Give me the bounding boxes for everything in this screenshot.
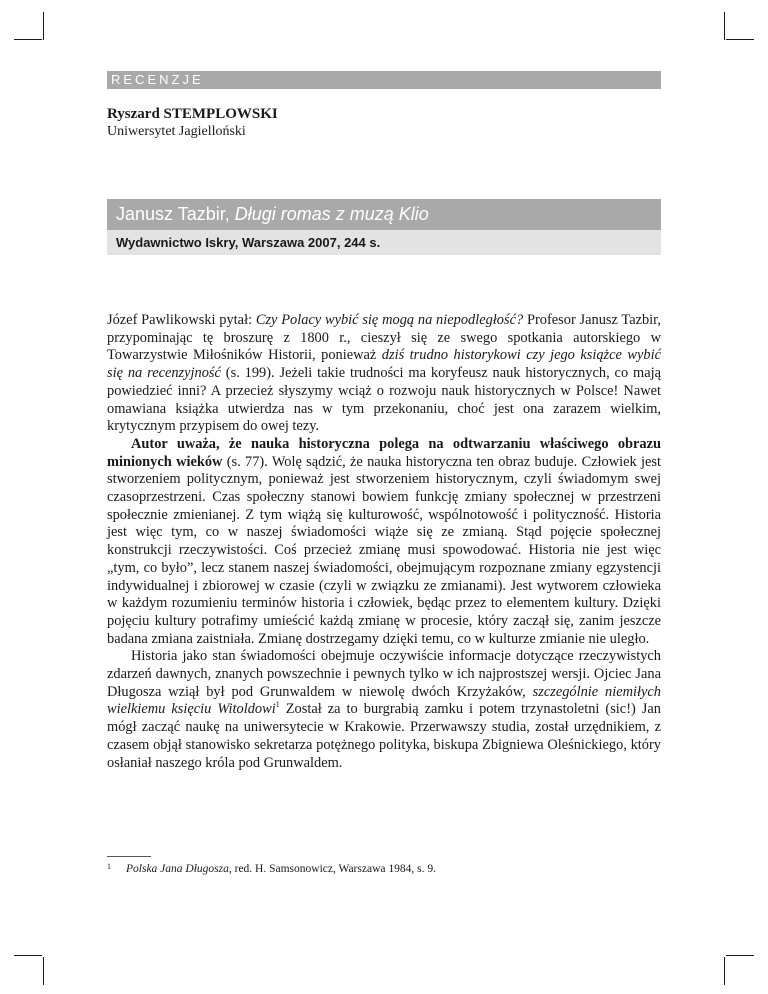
book-heading [116,204,429,225]
section-label: RECENZJE [111,72,204,87]
crop-mark [43,957,44,985]
bold-quote: Autor uważa, że nauka historyczna polega na odtwarzaniu właściwego obrazu minionych wieków [107,435,661,470]
paragraph [107,648,661,772]
footnote-rest: , red. H. Samsonowicz, Warszawa 1984, s. 9. [228,863,436,875]
crop-mark [43,12,44,40]
text-run: Historia jako stan świadomości obejmuje oczywiście informacje dotyczące rzeczywistych zdarzeń dawnych, znanych powszechnie i pewnych tylko w ich najprostszej wersji. Ojciec Jana Długosza wziął był pod Grunwaldem w niewolę dwóch Krzyżaków, [107,648,661,700]
text-run: Został za to burgrabią zamku i potem trzynastoletni (sic!) Jan mógł zacząć naukę na uniwersytecie w Krakowie. Przerwawszy studia, został urzędnikiem, z czasem objął stanowisko sekretarza potężnego polityka, biskupa Zbigniewa Oleśnickiego, który osłaniał naszego króla pod Grunwaldem. [107,701,661,771]
footnote-title: Polska Jana Długosza [126,863,229,875]
crop-mark [14,955,42,956]
author-name: Ryszard STEMPLOWSKI [107,106,278,122]
paragraph [107,436,661,648]
publication-info: Wydawnictwo Iskry, Warszawa 2007, 244 s. [116,235,381,250]
crop-mark [726,955,754,956]
publication-band [107,230,661,255]
footnote-number: 1 [107,862,111,871]
crop-mark [726,39,754,40]
article-body [107,312,661,772]
author-affiliation: Uniwersytet Jagielloński [107,124,246,139]
text-run: Profesor Janusz Tazbir, przypominając tę broszurę z 1800 r., cieszył się ze swego spotkania autorskiego w Towarzystwie Miłośników Historii, ponieważ [107,312,661,364]
italic-quote: dziś trudno historykowi czy jego książce wybić się na recenzyjność [107,347,661,382]
italic-quote: szczególnie niemiłych wielkiemu księciu Witoldowi [107,683,661,718]
footnote-marker: 1 [275,700,280,710]
crop-mark [724,957,725,985]
book-title-band [107,199,661,230]
text-run: (s. 77). Wolę sądzić, że nauka historyczna ten obraz buduje. Człowiek jest stworzeniem politycznym, ponieważ jest stworzeniem historycznym, czyli świadomym swej czasoprzestrzeni. Czas społeczny stanowi bowiem funkcję zmiany społecznej w przestrzeni społecznie zmienianej. Z tym wiążą się kulturowość, wspólnotowość i polityczność. Historia jest więc tym, co w naszej świadomości wiąże się ze zmianą. Stąd pojęcie społecznej konstrukcji rzeczywistości. Coś przecież zmianę musi spowodować. Historia nie jest więc „tym, co było”, lecz stanem naszej świadomości, obejmującym rozpoznane zmiany egzystencji indywidualnej i zbiorowej w czasie (czyli w związku ze zmianami). Jest wytworem człowieka w każdym rozumieniu terminów historia i człowiek, będąc przez to elementem kultury. Dzięki pojęciu kultury potrafimy umieścić każdą zmianę w procesie, który zaczął się, zanim jeszcze badana zmiana zaistniała. Zmianę dostrzegamy dzięki temu, co w kulturze zmianie nie uległo. [107,453,661,647]
footnote-text [126,862,436,876]
section-header [107,71,661,89]
crop-mark [14,39,42,40]
italic-quote: Czy Polacy wybić się mogą na niepodległość? [255,312,524,328]
paragraph [107,312,661,436]
footnote-separator [107,856,151,857]
book-author: Janusz Tazbir, [116,204,230,224]
text-run: Józef Pawlikowski pytał: [107,312,256,328]
crop-mark [724,12,725,40]
text-run: (s. 199). Jeżeli takie trudności ma koryfeusz nauk historycznych, co mają powiedzieć inni? A przecież słyszymy wciąż o rozwoju nauk historycznych w Polsce! Nawet omawiana książka utwierdza nas w tym przekonaniu, choć jest ona zarazem wielkim, krytycznym przypisem do owej tezy. [107,365,661,435]
book-title: Długi romas z muzą Klio [234,204,429,224]
